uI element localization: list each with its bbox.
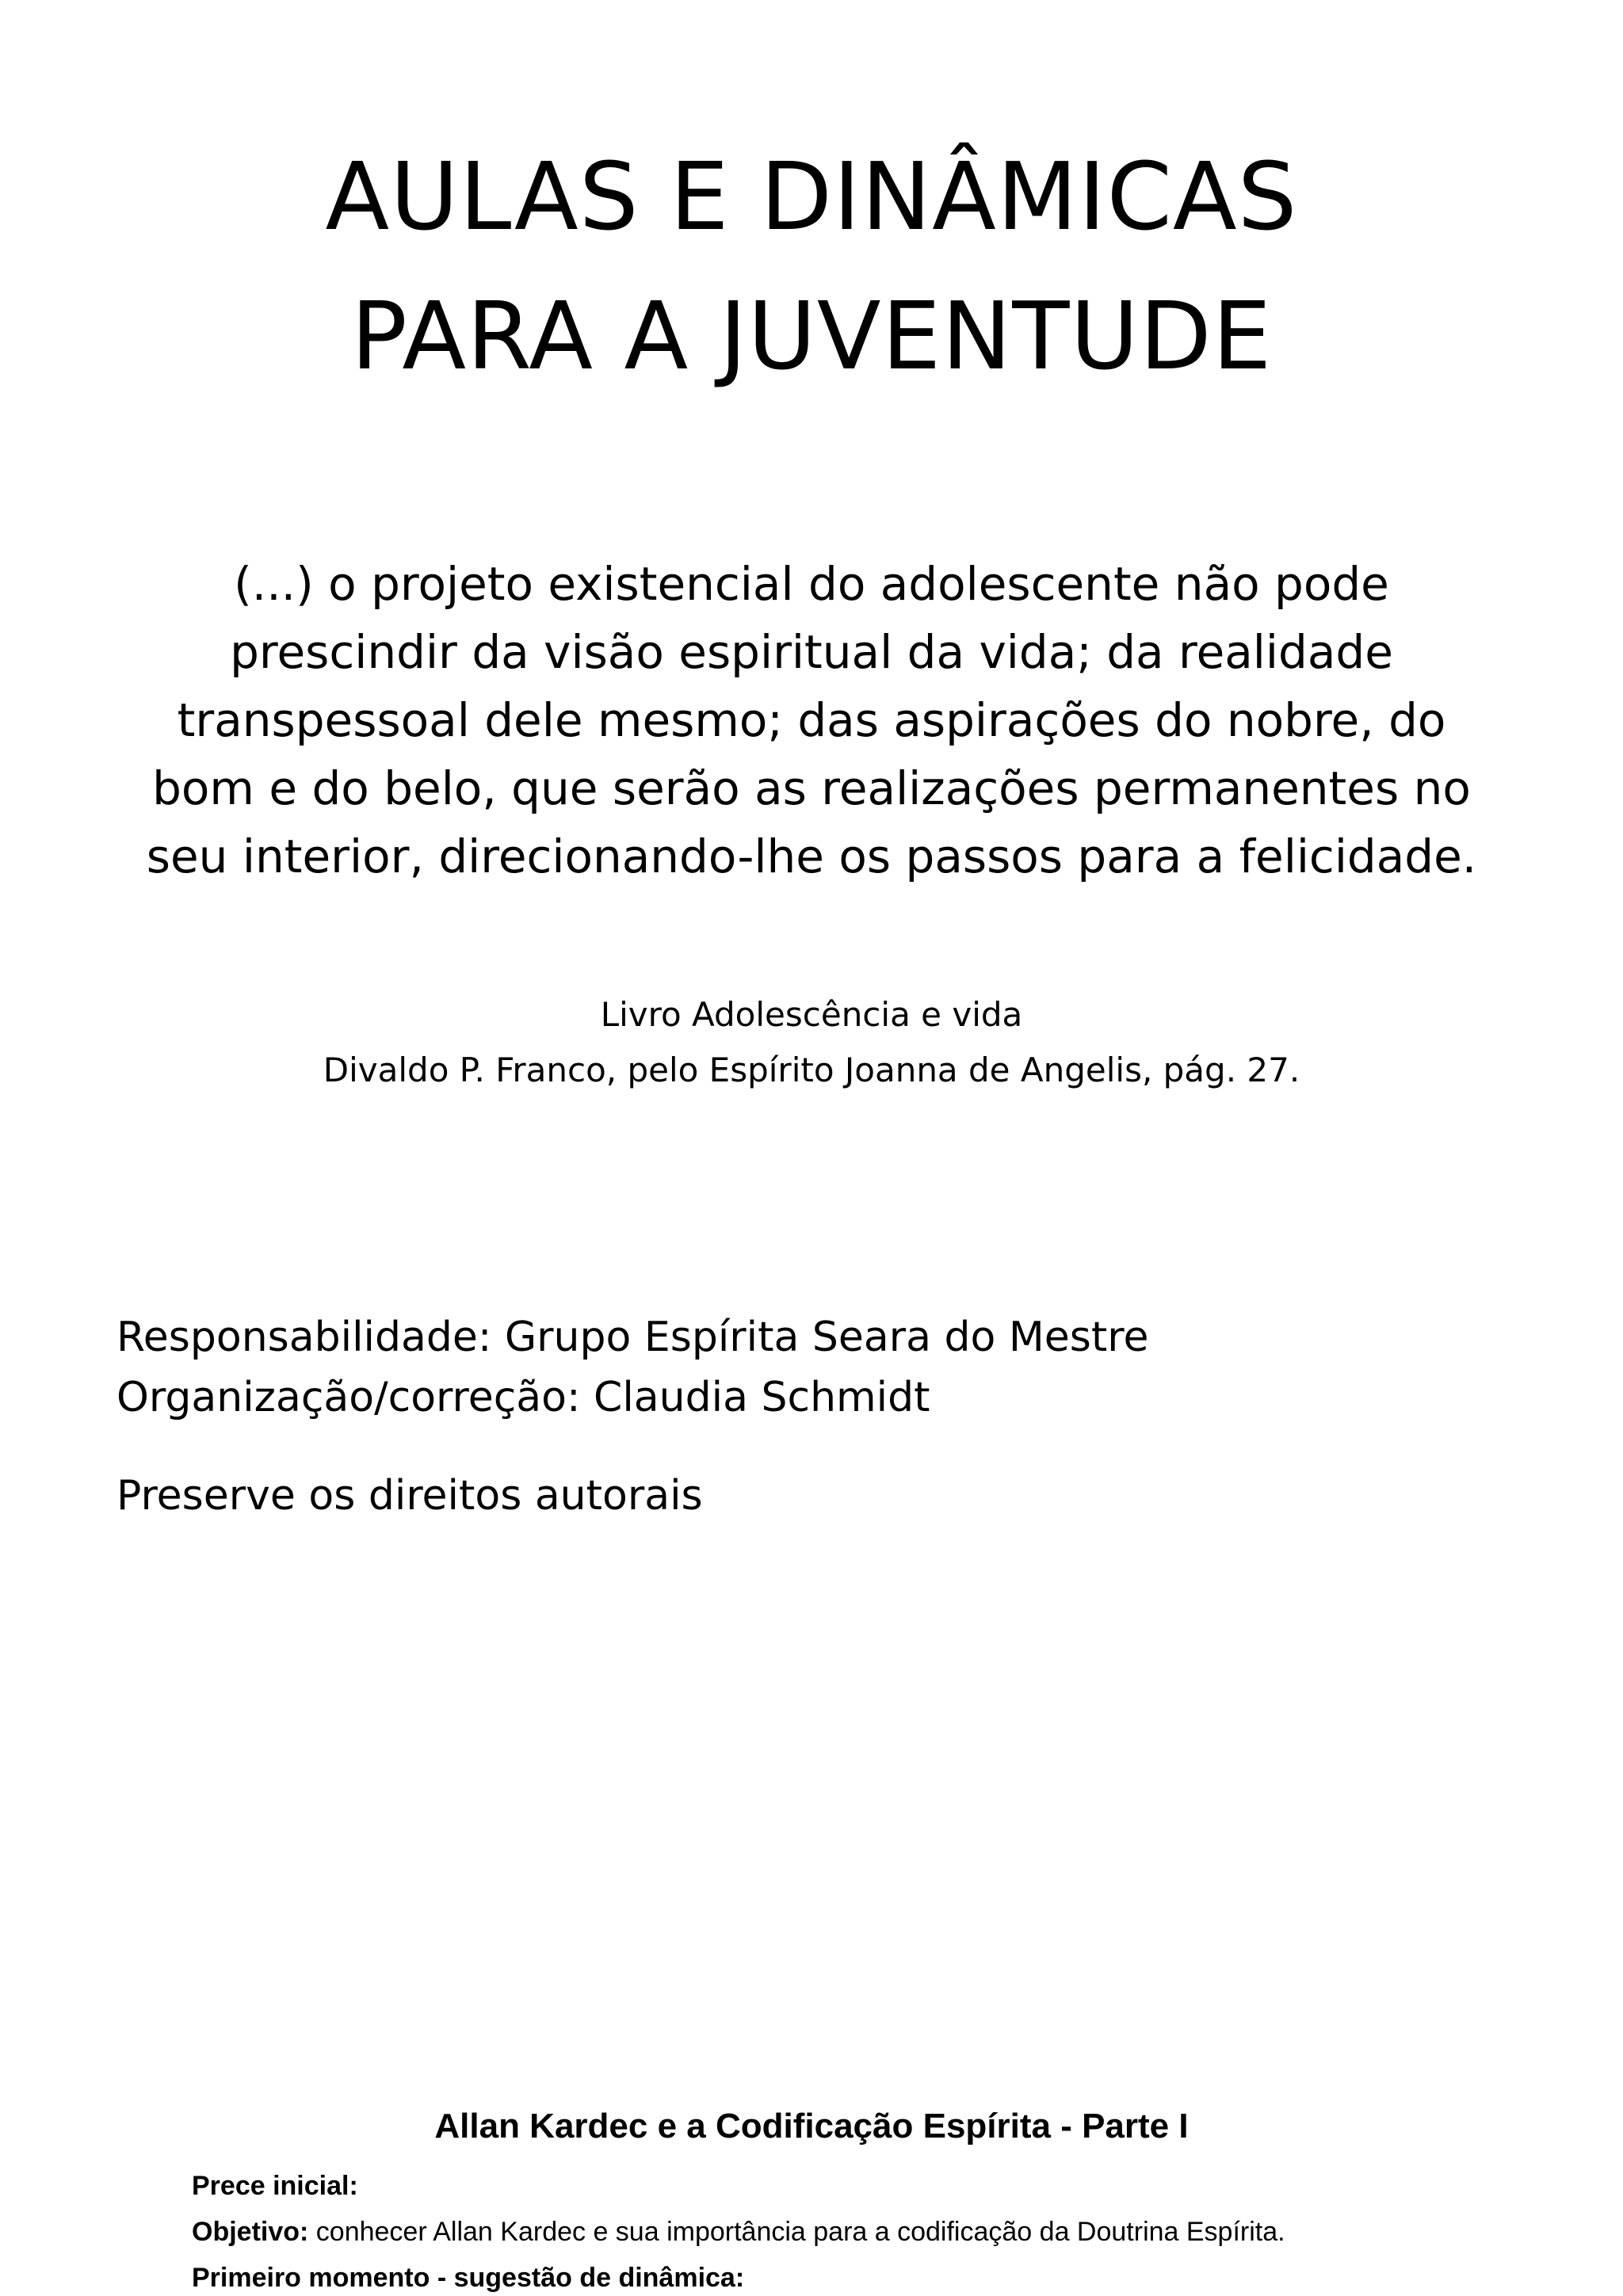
rights-notice: Preserve os direitos autorais — [116, 1472, 703, 1520]
lesson-title: Allan Kardec e a Codificação Espírita - Parte I — [434, 2107, 1189, 2145]
main-title-line-2: PARA A JUVENTUDE — [350, 281, 1273, 391]
source-book: Livro Adolescência e vida — [600, 995, 1023, 1034]
quote-line: (...) o projeto existencial do adolescente não pode — [234, 557, 1389, 611]
first-moment-label: Primeiro momento - sugestão de dinâmica: — [192, 2263, 745, 2293]
objective-label: Objetivo: — [192, 2217, 309, 2247]
objective-text: conhecer Allan Kardec e sua importância para a codificação da Doutrina Espírita. — [308, 2217, 1285, 2247]
main-title — [0, 127, 1623, 406]
prayer-row — [192, 2163, 1285, 2209]
quote-line: transpessoal dele mesmo; das aspirações do nobre, do — [177, 693, 1446, 747]
prayer-label: Prece inicial: — [192, 2171, 358, 2201]
lesson-body — [192, 2163, 1285, 2296]
quote-line: bom e do belo, que serão as realizações permanentes no — [152, 761, 1471, 815]
source-author: Divaldo P. Franco, pelo Espírito Joanna de Angelis, pág. 27. — [323, 1051, 1300, 1089]
quote-line: prescindir da visão espiritual da vida; da realidade — [230, 625, 1393, 679]
quote-line: seu interior, direcionando-lhe os passos para a felicidade. — [146, 830, 1477, 883]
quote-source — [0, 987, 1623, 1098]
epigraph-quote — [143, 550, 1480, 891]
main-title-line-1: AULAS E DINÂMICAS — [325, 142, 1298, 251]
credit-responsibility: Responsabilidade: Grupo Espírita Seara do Mestre — [116, 1314, 1149, 1361]
first-moment-row — [192, 2255, 1285, 2296]
credit-organization: Organização/correção: Claudia Schmidt — [116, 1374, 930, 1421]
objective-row — [192, 2209, 1285, 2255]
credits-block — [116, 1307, 1148, 1428]
